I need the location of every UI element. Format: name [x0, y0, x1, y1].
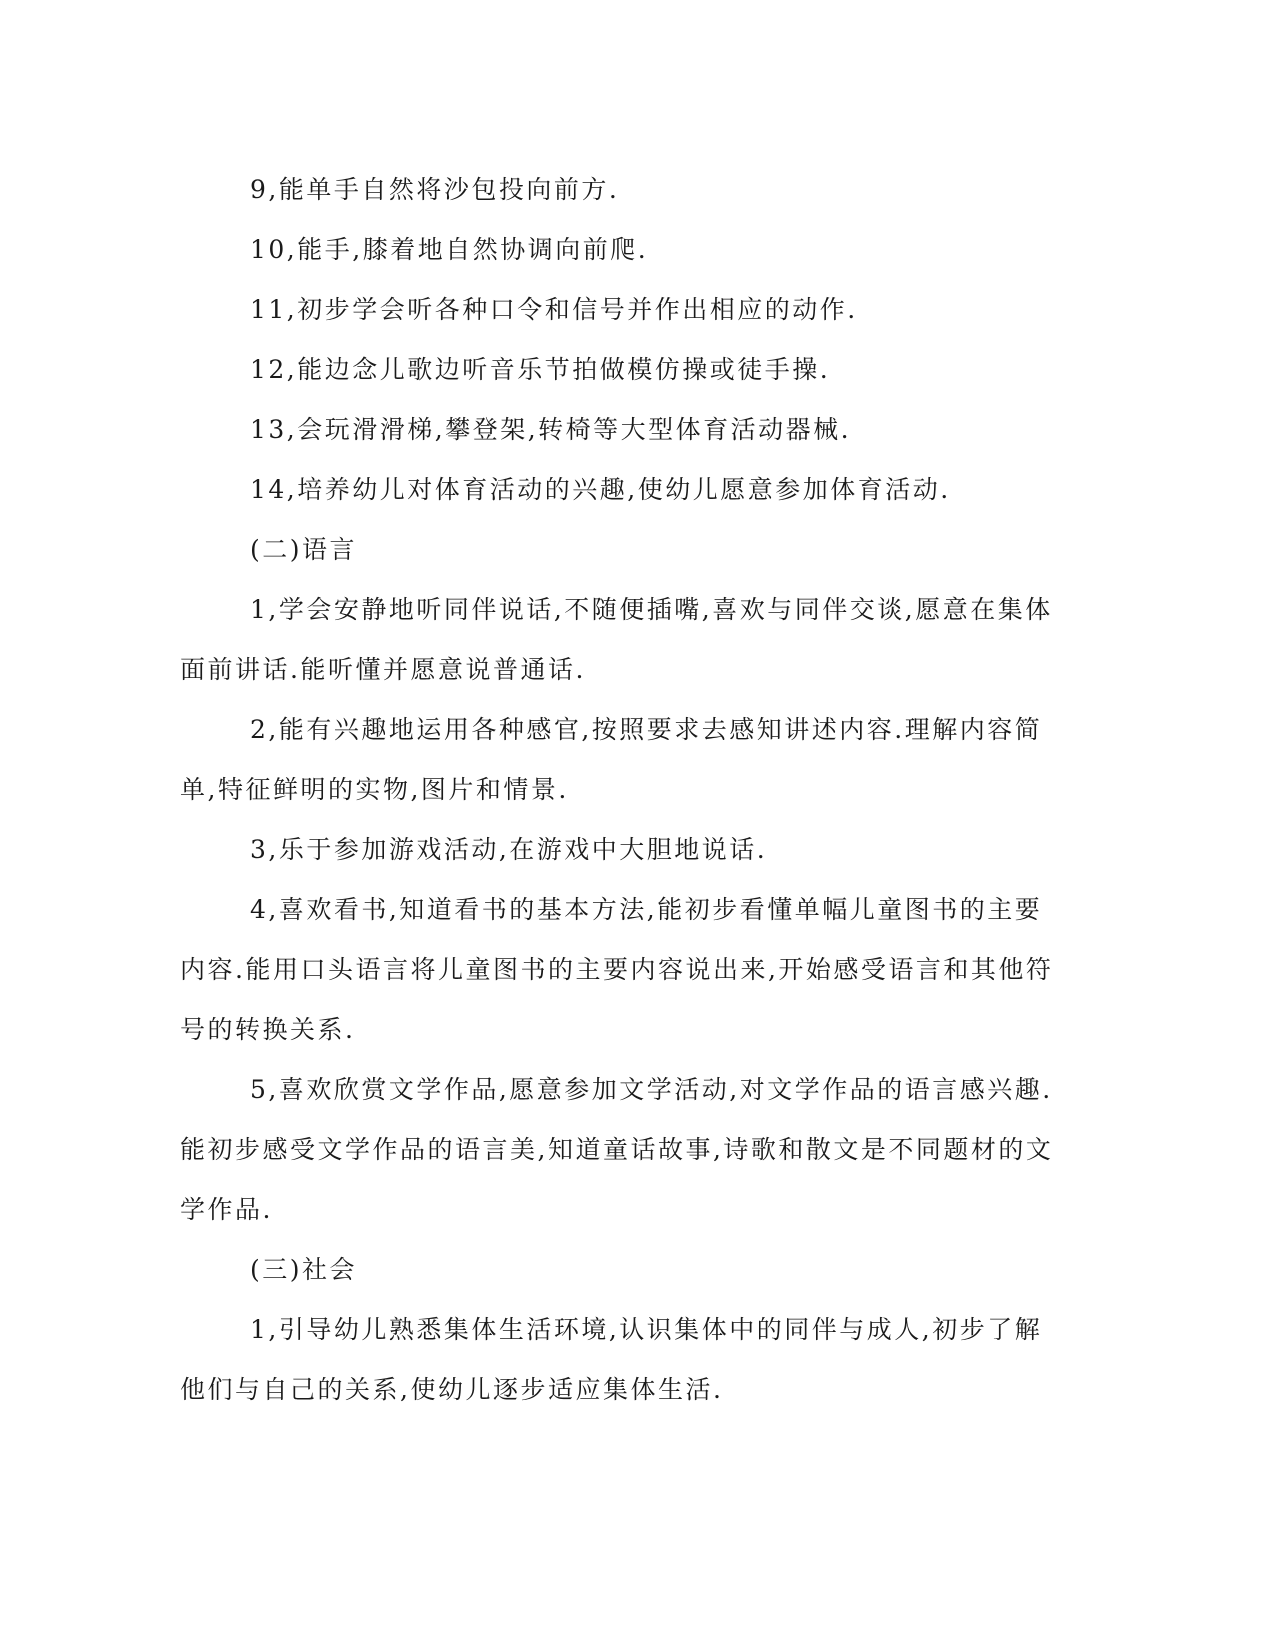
section-heading-language: (二)语言 — [250, 535, 358, 564]
language-item-2: 2,能有兴趣地运用各种感官,按照要求去感知讲述内容.理解内容简单,特征鲜明的实物,图片和情景. — [180, 715, 1043, 804]
paragraph-item-9: 9,能单手自然将沙包投向前方. — [250, 175, 620, 204]
paragraph-item-13: 13,会玩滑滑梯,攀登架,转椅等大型体育活动器械. — [250, 415, 852, 444]
language-item-4: 4,喜欢看书,知道看书的基本方法,能初步看懂单幅儿童图书的主要内容.能用口头语言将儿童图书的主要内容说出来,开始感受语言和其他符号的转换关系. — [180, 895, 1054, 1044]
language-item-1: 1,学会安静地听同伴说话,不随便插嘴,喜欢与同伴交谈,愿意在集体面前讲话.能听懂并愿意说普通话. — [180, 595, 1053, 684]
paragraph-item-10: 10,能手,膝着地自然协调向前爬. — [250, 235, 649, 264]
paragraph-item-12: 12,能边念儿歌边听音乐节拍做模仿操或徒手操. — [250, 355, 831, 384]
society-item-1: 1,引导幼儿熟悉集体生活环境,认识集体中的同伴与成人,初步了解他们与自己的关系,使幼儿逐步适应集体生活. — [180, 1315, 1043, 1404]
paragraph-item-14: 14,培养幼儿对体育活动的兴趣,使幼儿愿意参加体育活动. — [250, 475, 951, 504]
language-item-5: 5,喜欢欣赏文学作品,愿意参加文学活动,对文学作品的语言感兴趣.能初步感受文学作品的语言美,知道童话故事,诗歌和散文是不同题材的文学作品. — [180, 1075, 1054, 1224]
language-item-3: 3,乐于参加游戏活动,在游戏中大胆地说话. — [250, 835, 768, 864]
section-heading-society: (三)社会 — [250, 1255, 358, 1284]
document-body — [180, 160, 1060, 1420]
paragraph-item-11: 11,初步学会听各种口令和信号并作出相应的动作. — [250, 295, 858, 324]
